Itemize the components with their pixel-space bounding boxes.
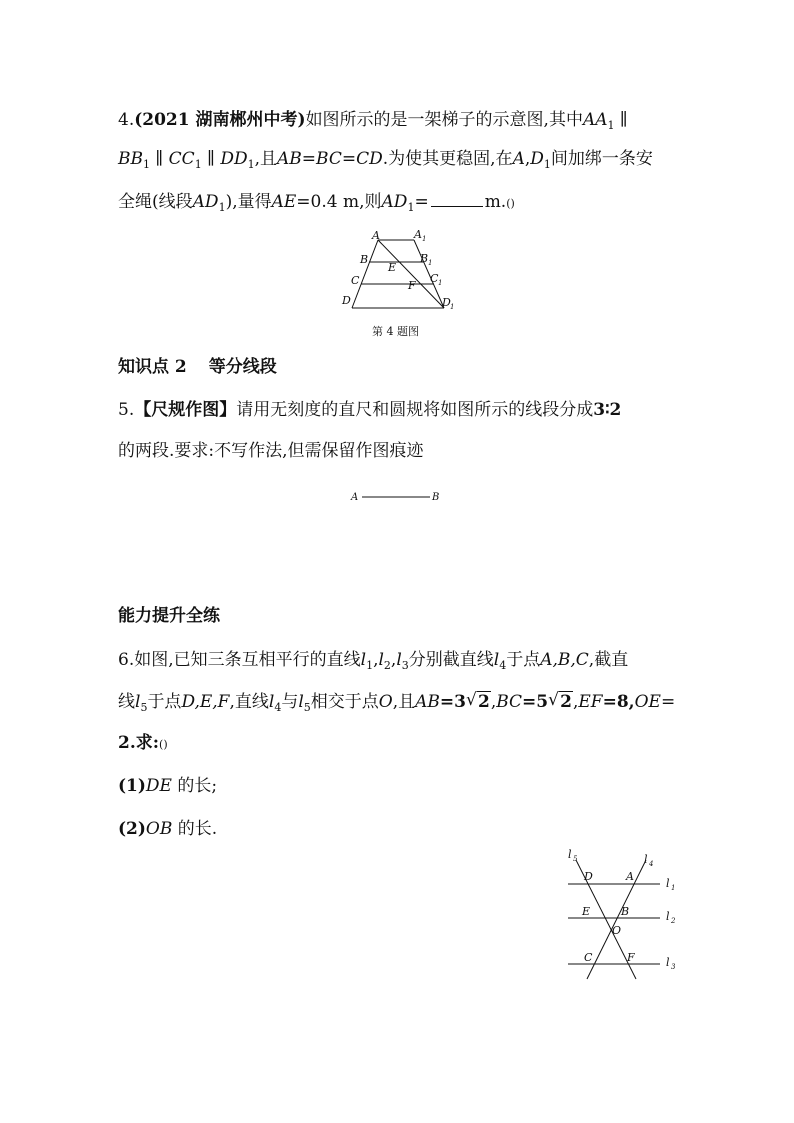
q4-source: (2021 湖南郴州中考) <box>134 110 306 130</box>
svg-text:1: 1 <box>671 884 676 892</box>
section-heading-ability: 能力提升全练 <box>118 606 220 626</box>
label-D: D <box>584 870 593 883</box>
svg-text:4: 4 <box>649 860 654 868</box>
label-l3: l <box>666 956 670 969</box>
point-a-label: A <box>351 492 359 503</box>
point-b-label: B <box>432 492 440 503</box>
figure-caption: 第 4 题图 <box>372 325 419 338</box>
svg-text:l: l <box>568 848 572 861</box>
label-l1: l <box>666 877 670 890</box>
svg-text:1: 1 <box>450 303 455 311</box>
q4-line3: 全绳(线段$AD_1$),量得AE=0.4 m,则$AD_1= m.()$ <box>118 192 515 214</box>
segment-ab-figure <box>348 488 448 506</box>
parallel-lines-figure <box>562 846 692 982</box>
svg-text:l: l <box>644 853 648 866</box>
q6-line2: 线$l_5$于点D,E,F,直线$l_4$与$l_5$相交于点O,且AB=3 √ 2,BC=5 √ 2,EF=8,OE= <box>118 690 676 714</box>
q5-tag: 【尺规作图】 <box>134 400 237 420</box>
label-E: E <box>388 261 397 274</box>
answer-blank[interactable] <box>431 193 483 207</box>
section-heading-kp2: 知识点 2 等分线段 <box>118 357 277 377</box>
label-E: E <box>582 905 591 918</box>
ladder-right-rail <box>414 240 444 308</box>
label-B: B <box>360 253 369 266</box>
label-A: A <box>372 229 380 242</box>
q6-line3: 2.求:() <box>118 733 168 753</box>
line-l4 <box>587 860 646 979</box>
label-D: D <box>342 294 351 307</box>
svg-text:1: 1 <box>428 259 433 267</box>
svg-text:5: 5 <box>573 855 578 863</box>
label-A: A <box>626 870 634 883</box>
ladder-figure <box>334 226 464 320</box>
q5-line1: 5.【尺规作图】请用无刻度的直尺和圆规将如图所示的线段分成3∶2 <box>118 400 622 420</box>
q4-line2: $BB_1$ ∥ $CC_1$ ∥ $DD_1$,且AB=BC=CD.为使其更稳固,在$A,D_1$间加绑一条安 <box>118 149 653 171</box>
label-B: B <box>621 905 630 918</box>
svg-text:1: 1 <box>438 279 443 287</box>
q6-line1: 6.如图,已知三条互相平行的直线$l_1,l_2,l_3$分别截直线$l_4$于点A,B,C,截直 <box>118 650 629 672</box>
svg-text:D: D <box>442 296 451 309</box>
label-O: O <box>612 924 622 937</box>
svg-text:C: C <box>430 272 439 285</box>
q5-line2: 的两段.要求:不写作法,但需保留作图痕迹 <box>118 441 424 461</box>
label-F: F <box>408 279 416 292</box>
label-C: C <box>351 274 360 287</box>
label-C: C <box>584 951 593 964</box>
svg-text:3: 3 <box>671 963 676 971</box>
svg-text:A: A <box>414 228 422 241</box>
q6-part2: (2)OB 的长. <box>118 819 218 839</box>
svg-text:2: 2 <box>671 917 676 925</box>
q4-line1: 4.(2021 湖南郴州中考)如图所示的是一架梯子的示意图,其中$AA_1$ ∥ <box>118 110 628 132</box>
svg-text:B: B <box>420 252 429 265</box>
q6-part1: (1)DE 的长; <box>118 776 218 796</box>
label-F: F <box>627 951 635 964</box>
label-l2: l <box>666 910 670 923</box>
svg-text:1: 1 <box>422 235 427 243</box>
